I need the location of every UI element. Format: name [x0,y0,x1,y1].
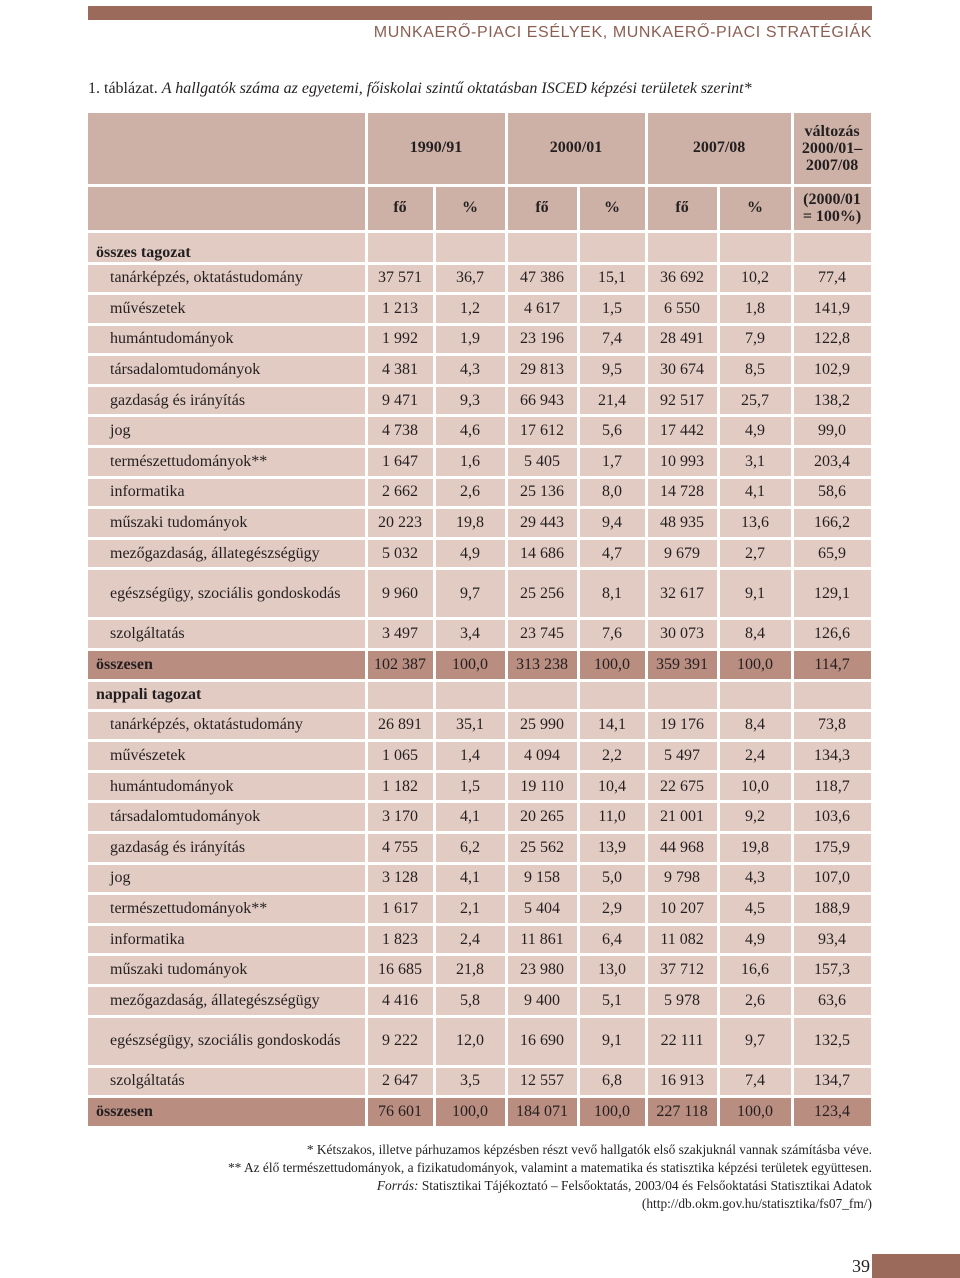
total-value: 227 118 [646,1097,718,1128]
header-year-1: 1990/91 [366,113,506,185]
table-row [88,538,872,569]
row-value: 1 647 [366,447,434,478]
row-value: 6 550 [646,294,718,325]
source-url: (http://db.okm.gov.hu/statisztika/fs07_fm/) [641,1196,872,1211]
footnote-1: * Kétszakos, illetve párhuzamos képzésben részt vevő hallgatók első szakjuknál vannak számításba véve. [306,1142,872,1157]
row-label: informatika [88,477,366,508]
row-value: 48 935 [646,508,718,539]
row-value: 4 381 [366,355,434,386]
data-table [88,113,874,1129]
row-value: 21 001 [646,802,718,833]
row-value: 19 176 [646,710,718,741]
header-sub-pct: % [578,185,646,231]
row-value: 30 674 [646,355,718,386]
row-value: 3 128 [366,863,434,894]
row-value: 118,7 [792,771,872,802]
row-label: művészetek [88,741,366,772]
row-value: 29 813 [506,355,578,386]
row-value: 2,4 [434,924,506,955]
row-value: 3 170 [366,802,434,833]
row-value: 12 557 [506,1066,578,1097]
row-value: 1 213 [366,294,434,325]
row-value: 9,7 [434,569,506,619]
total-row [88,650,872,681]
row-value: 11,0 [578,802,646,833]
row-value: 44 968 [646,833,718,864]
row-label: mezőgazdaság, állategészségügy [88,538,366,569]
row-value: 35,1 [434,710,506,741]
row-label: tanárképzés, oktatástudomány [88,710,366,741]
row-value: 11 861 [506,924,578,955]
source-text: Statisztikai Tájékoztató – Felsőoktatás, 2003/04 és Felsőoktatási Statisztikai Adatok [421,1178,872,1193]
row-value: 13,0 [578,955,646,986]
row-value: 2,9 [578,894,646,925]
row-value: 4 416 [366,985,434,1016]
row-label: humántudományok [88,771,366,802]
row-value: 4 755 [366,833,434,864]
row-label: egészségügy, szociális gondoskodás [88,569,366,619]
row-value: 23 745 [506,619,578,650]
row-value: 9 960 [366,569,434,619]
total-value: 313 238 [506,650,578,681]
section-blank-cell [578,680,646,710]
table-row [88,863,872,894]
table-caption [88,80,752,98]
row-label: mezőgazdaság, állategészségügy [88,985,366,1016]
row-value: 14 686 [506,538,578,569]
row-value: 5 497 [646,741,718,772]
row-value: 65,9 [792,538,872,569]
row-value: 1 823 [366,924,434,955]
row-value: 9,5 [578,355,646,386]
row-value: 77,4 [792,263,872,294]
row-label: jog [88,863,366,894]
header-change-base: (2000/01 = 100%) [792,185,872,231]
total-value: 100,0 [578,650,646,681]
row-value: 4,1 [434,802,506,833]
row-value: 23 980 [506,955,578,986]
row-value: 5 404 [506,894,578,925]
table-row [88,741,872,772]
row-value: 23 196 [506,324,578,355]
row-value: 9,2 [718,802,792,833]
row-value: 4 617 [506,294,578,325]
row-label: informatika [88,924,366,955]
row-label: szolgáltatás [88,1066,366,1097]
section-blank-cell [366,680,434,710]
table-row [88,447,872,478]
row-label: humántudományok [88,324,366,355]
row-value: 17 442 [646,416,718,447]
row-value: 1,4 [434,741,506,772]
table-row [88,894,872,925]
row-value: 138,2 [792,385,872,416]
section-blank-cell [792,231,872,263]
row-value: 3,1 [718,447,792,478]
row-value: 9 158 [506,863,578,894]
row-value: 4,7 [578,538,646,569]
row-value: 134,3 [792,741,872,772]
row-value: 21,8 [434,955,506,986]
header-blank-2 [88,185,366,231]
row-value: 37 712 [646,955,718,986]
row-value: 19,8 [718,833,792,864]
header-year-2: 2000/01 [506,113,646,185]
row-value: 4,3 [718,863,792,894]
row-value: 10 993 [646,447,718,478]
row-value: 58,6 [792,477,872,508]
row-value: 5,0 [578,863,646,894]
row-label: egészségügy, szociális gondoskodás [88,1016,366,1066]
section-blank-cell [434,680,506,710]
row-value: 19,8 [434,508,506,539]
row-value: 5 978 [646,985,718,1016]
row-label: jog [88,416,366,447]
row-value: 36 692 [646,263,718,294]
row-value: 4,3 [434,355,506,386]
row-value: 129,1 [792,569,872,619]
row-value: 9 222 [366,1016,434,1066]
row-value: 1,6 [434,447,506,478]
row-value: 4,5 [718,894,792,925]
row-value: 2 647 [366,1066,434,1097]
row-value: 9 679 [646,538,718,569]
table-row [88,294,872,325]
table-row [88,263,872,294]
header-sub-fo: fő [506,185,578,231]
row-value: 166,2 [792,508,872,539]
table-row [88,1066,872,1097]
row-value: 5,1 [578,985,646,1016]
table-row [88,802,872,833]
section-blank-cell [366,231,434,263]
header-year-3: 2007/08 [646,113,792,185]
row-value: 141,9 [792,294,872,325]
row-value: 5,6 [578,416,646,447]
header-blank [88,113,366,185]
section-blank-cell [646,231,718,263]
row-value: 9,3 [434,385,506,416]
row-value: 4,9 [718,924,792,955]
row-value: 9,1 [578,1016,646,1066]
row-value: 1 065 [366,741,434,772]
row-label: műszaki tudományok [88,508,366,539]
row-value: 1,2 [434,294,506,325]
total-value: 100,0 [578,1097,646,1128]
row-value: 36,7 [434,263,506,294]
row-value: 188,9 [792,894,872,925]
total-value: 100,0 [718,650,792,681]
row-value: 47 386 [506,263,578,294]
row-value: 16 685 [366,955,434,986]
row-value: 92 517 [646,385,718,416]
row-label: gazdaság és irányítás [88,385,366,416]
row-value: 17 612 [506,416,578,447]
row-value: 10,4 [578,771,646,802]
footnote-2: ** Az élő természettudományok, a fizikatudományok, valamint a matematika és statisztika képzési területek együttesen. [227,1160,872,1175]
table-number: 1. táblázat. [88,80,158,97]
total-value: 359 391 [646,650,718,681]
row-value: 14 728 [646,477,718,508]
row-value: 93,4 [792,924,872,955]
table-row [88,1016,872,1066]
table-row [88,416,872,447]
row-value: 9,7 [718,1016,792,1066]
section-blank-cell [434,231,506,263]
row-value: 122,8 [792,324,872,355]
row-value: 21,4 [578,385,646,416]
row-value: 7,9 [718,324,792,355]
row-value: 25 256 [506,569,578,619]
row-value: 5 405 [506,447,578,478]
row-value: 37 571 [366,263,434,294]
row-value: 2,7 [718,538,792,569]
table-row [88,710,872,741]
total-value: 184 071 [506,1097,578,1128]
row-value: 63,6 [792,985,872,1016]
table-row [88,385,872,416]
total-value: 100,0 [434,1097,506,1128]
row-value: 132,5 [792,1016,872,1066]
row-value: 4 738 [366,416,434,447]
section-blank-cell [506,680,578,710]
table-row [88,569,872,619]
row-value: 9 798 [646,863,718,894]
row-value: 4,9 [718,416,792,447]
row-value: 107,0 [792,863,872,894]
row-value: 203,4 [792,447,872,478]
row-value: 9 471 [366,385,434,416]
table-row [88,355,872,386]
row-value: 8,0 [578,477,646,508]
row-value: 19 110 [506,771,578,802]
page-number-bar [872,1254,960,1278]
table-row [88,985,872,1016]
row-value: 175,9 [792,833,872,864]
row-value: 1,9 [434,324,506,355]
row-value: 8,4 [718,619,792,650]
source-note [377,1178,872,1194]
total-value: 102 387 [366,650,434,681]
source-label: Forrás: [376,1178,419,1193]
row-value: 8,4 [718,710,792,741]
row-label: műszaki tudományok [88,955,366,986]
row-value: 157,3 [792,955,872,986]
total-label: összesen [88,650,366,681]
row-value: 5 032 [366,538,434,569]
row-value: 25 562 [506,833,578,864]
row-value: 103,6 [792,802,872,833]
total-value: 100,0 [718,1097,792,1128]
row-value: 1,8 [718,294,792,325]
row-value: 9 400 [506,985,578,1016]
table-row [88,619,872,650]
section-blank-cell [718,680,792,710]
section-blank-cell [578,231,646,263]
table-row [88,833,872,864]
table-title: A hallgatók száma az egyetemi, főiskolai szintű oktatásban ISCED képzési területek szerint* [161,80,752,97]
page-number: 39 [852,1256,870,1276]
row-value: 4 094 [506,741,578,772]
row-value: 25,7 [718,385,792,416]
row-value: 12,0 [434,1016,506,1066]
row-value: 7,4 [718,1066,792,1097]
section-title: összes tagozat [88,231,366,263]
row-value: 73,8 [792,710,872,741]
row-value: 9,4 [578,508,646,539]
row-label: szolgáltatás [88,619,366,650]
row-label: természettudományok** [88,447,366,478]
row-value: 6,4 [578,924,646,955]
row-value: 99,0 [792,416,872,447]
header-sub-pct: % [718,185,792,231]
row-value: 14,1 [578,710,646,741]
row-value: 15,1 [578,263,646,294]
section-blank-cell [646,680,718,710]
header-sub-fo: fő [366,185,434,231]
row-value: 13,6 [718,508,792,539]
table-row [88,324,872,355]
header-sub-fo: fő [646,185,718,231]
row-value: 134,7 [792,1066,872,1097]
row-label: társadalomtudományok [88,802,366,833]
table-row [88,924,872,955]
row-value: 4,1 [718,477,792,508]
row-label: társadalomtudományok [88,355,366,386]
section-blank-cell [792,680,872,710]
row-value: 7,6 [578,619,646,650]
row-value: 4,9 [434,538,506,569]
row-value: 10 207 [646,894,718,925]
total-value: 123,4 [792,1097,872,1128]
row-value: 5,8 [434,985,506,1016]
running-header: MUNKAERŐ-PIACI ESÉLYEK, MUNKAERŐ-PIACI STRATÉGIÁK [373,24,872,41]
row-value: 25 990 [506,710,578,741]
section-blank-cell [718,231,792,263]
row-value: 1,7 [578,447,646,478]
table-row [88,955,872,986]
row-value: 20 265 [506,802,578,833]
row-value: 2,1 [434,894,506,925]
row-value: 11 082 [646,924,718,955]
header-change: változás 2000/01– 2007/08 [792,113,872,185]
total-label: összesen [88,1097,366,1128]
row-value: 29 443 [506,508,578,539]
row-value: 8,5 [718,355,792,386]
row-value: 13,9 [578,833,646,864]
row-value: 102,9 [792,355,872,386]
table-row [88,477,872,508]
total-row [88,1097,872,1128]
table-row [88,508,872,539]
row-value: 20 223 [366,508,434,539]
section-blank-cell [506,231,578,263]
row-value: 8,1 [578,569,646,619]
row-value: 1 617 [366,894,434,925]
row-value: 16 913 [646,1066,718,1097]
row-value: 30 073 [646,619,718,650]
total-value: 76 601 [366,1097,434,1128]
row-value: 22 675 [646,771,718,802]
row-value: 1,5 [434,771,506,802]
row-value: 4,6 [434,416,506,447]
section-title: nappali tagozat [88,680,366,710]
row-value: 66 943 [506,385,578,416]
row-value: 4,1 [434,863,506,894]
row-value: 7,4 [578,324,646,355]
row-value: 2,2 [578,741,646,772]
row-value: 1 992 [366,324,434,355]
row-label: tanárképzés, oktatástudomány [88,263,366,294]
top-color-bar [88,6,872,20]
row-value: 3,4 [434,619,506,650]
row-value: 1 182 [366,771,434,802]
row-value: 2 662 [366,477,434,508]
row-label: művészetek [88,294,366,325]
row-value: 10,2 [718,263,792,294]
row-value: 1,5 [578,294,646,325]
row-value: 26 891 [366,710,434,741]
row-value: 9,1 [718,569,792,619]
row-value: 2,6 [434,477,506,508]
header-sub-pct: % [434,185,506,231]
row-value: 22 111 [646,1016,718,1066]
row-label: gazdaság és irányítás [88,833,366,864]
row-value: 10,0 [718,771,792,802]
row-value: 3,5 [434,1066,506,1097]
row-value: 28 491 [646,324,718,355]
row-label: természettudományok** [88,894,366,925]
row-value: 32 617 [646,569,718,619]
total-value: 114,7 [792,650,872,681]
row-value: 2,4 [718,741,792,772]
row-value: 126,6 [792,619,872,650]
row-value: 2,6 [718,985,792,1016]
row-value: 6,8 [578,1066,646,1097]
row-value: 16 690 [506,1016,578,1066]
row-value: 25 136 [506,477,578,508]
row-value: 16,6 [718,955,792,986]
total-value: 100,0 [434,650,506,681]
table-row [88,771,872,802]
row-value: 3 497 [366,619,434,650]
row-value: 6,2 [434,833,506,864]
